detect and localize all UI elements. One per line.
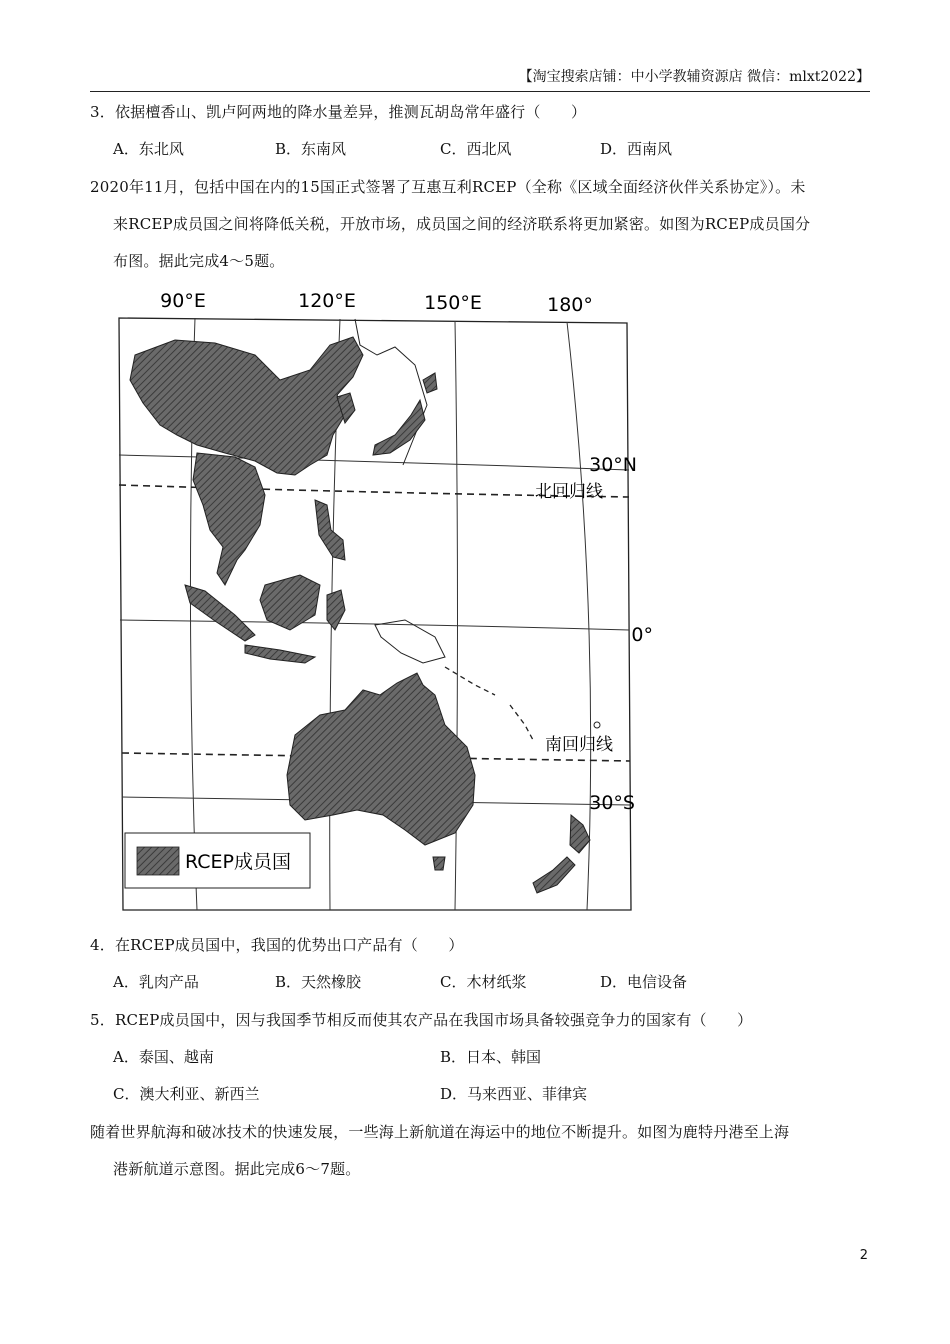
japan-honshu (373, 400, 425, 455)
sulawesi-shape (327, 590, 345, 630)
label-30n: 30°N (589, 454, 637, 476)
label-tropic-south: 南回归线 (545, 735, 613, 755)
q5-option-b: B．日本、韩国 (440, 1048, 542, 1066)
label-30s: 30°S (589, 792, 635, 814)
q5-option-a: A．泰国、越南 (113, 1048, 214, 1066)
page-header (90, 68, 870, 92)
q4-option-c: C．木材纸浆 (440, 973, 527, 991)
label-150e: 150°E (424, 292, 482, 314)
label-90e: 90°E (160, 290, 206, 312)
q3-option-a: A．东北风 (113, 140, 184, 158)
label-120e: 120°E (298, 290, 356, 312)
tasmania-shape (433, 857, 445, 870)
legend-swatch (137, 847, 179, 875)
japan-hokkaido (423, 373, 437, 393)
sumatra-shape (185, 585, 255, 641)
q5-option-d: D．马来西亚、菲律宾 (440, 1085, 588, 1103)
solomon-islands (445, 667, 495, 695)
question-5-stem: 5．RCEP成员国中，因与我国季节相反而使其农产品在我国市场具备较强竞争力的国家有（ ） (90, 1011, 753, 1029)
intro-67-line-2: 港新航道示意图。据此完成6～7题。 (113, 1160, 361, 1178)
q4-option-b: B．天然橡胶 (275, 973, 362, 991)
nz-north-island (570, 815, 590, 853)
q4-option-d: D．电信设备 (600, 973, 688, 991)
nz-south-island (533, 857, 575, 893)
legend-label: RCEP成员国 (185, 851, 291, 873)
q3-option-b: B．东南风 (275, 140, 347, 158)
philippines-shape (315, 500, 345, 560)
fiji-island (594, 722, 600, 728)
q3-option-d: D．西南风 (600, 140, 673, 158)
australia-shape (287, 673, 475, 845)
intro-45-line-3: 布图。据此完成4～5题。 (113, 252, 285, 270)
rcep-map (105, 285, 653, 915)
china-shape (130, 337, 363, 475)
java-shape (245, 645, 315, 663)
label-180: 180° (547, 294, 593, 316)
q5-option-c: C．澳大利亚、新西兰 (113, 1085, 260, 1103)
intro-45-line-1: 2020年11月，包括中国在内的15国正式签署了互惠互利RCEP（全称《区域全面经济伙伴关系协定》）。未 (90, 178, 806, 196)
intro-45-line-2: 来RCEP成员国之间将降低关税，开放市场，成员国之间的经济联系将更加紧密。如图为RCEP成员国分 (113, 215, 811, 233)
label-tropic-north: 北回归线 (535, 482, 603, 502)
label-0: 0° (631, 624, 653, 646)
vanuatu-islands (510, 705, 533, 740)
page-number: 2 (859, 1248, 868, 1263)
question-4-stem: 4．在RCEP成员国中，我国的优势出口产品有（ ） (90, 936, 464, 954)
q4-option-a: A．乳肉产品 (113, 973, 199, 991)
q3-option-c: C．西北风 (440, 140, 512, 158)
question-3-stem: 3．依据檀香山、凯卢阿两地的降水量差异，推测瓦胡岛常年盛行（ ） (90, 103, 587, 121)
new-guinea-shape (375, 620, 445, 663)
intro-67-line-1: 随着世界航海和破冰技术的快速发展，一些海上新航道在海运中的地位不断提升。如图为鹿特丹港至上海 (90, 1123, 790, 1141)
indochina-shape (193, 453, 265, 585)
header-text: 【淘宝搜索店铺：中小学教辅资源店 微信：mlxt2022】 (518, 69, 870, 85)
